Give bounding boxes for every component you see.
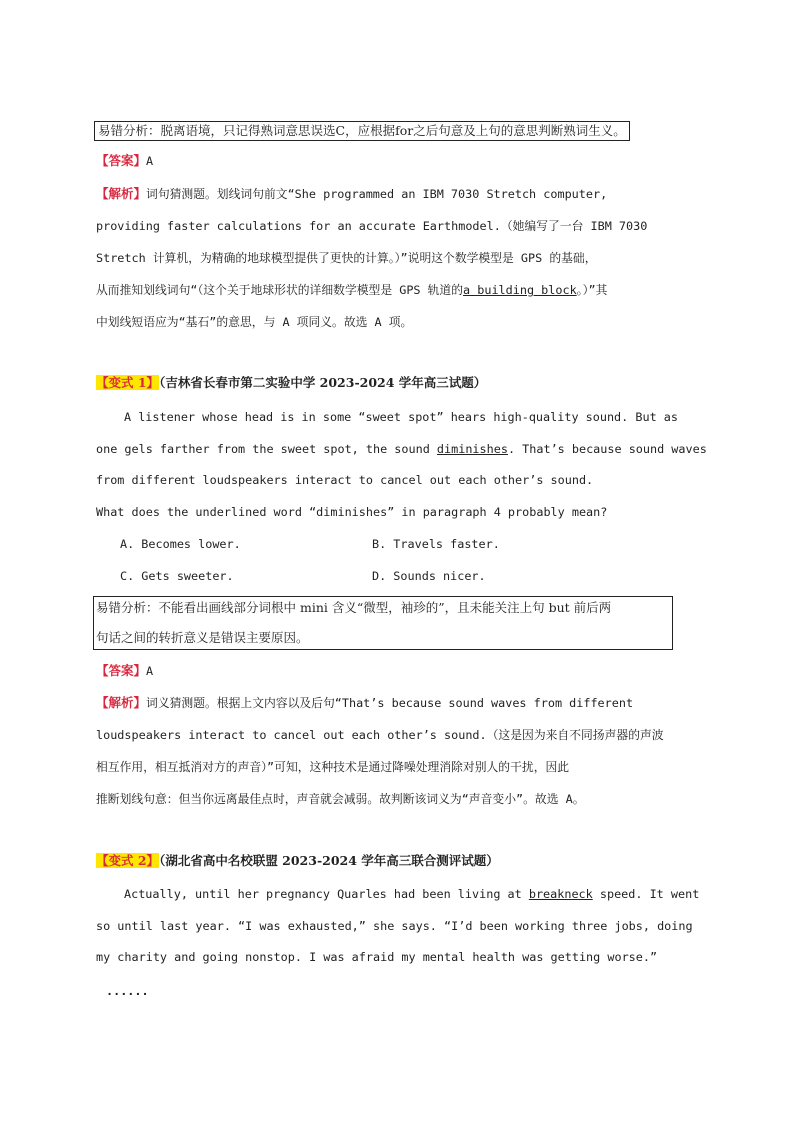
explain2-line-1 [96, 694, 633, 712]
passage-text: one gels farther from the sweet spot, the sound [96, 442, 437, 456]
explain-text: 。）”其 [576, 283, 608, 297]
variant-tag: 【变式 1】 [96, 375, 160, 390]
passage-text: . That’s because sound waves [507, 442, 707, 456]
variant-1-heading [96, 374, 486, 392]
explain2-line-2: loudspeakers interact to cancel out each other’s sound.（这是因为来自不同扬声器的声波 [96, 728, 664, 742]
answer-label: 【答案】 [96, 153, 147, 168]
option-c: C. Gets sweeter. [120, 569, 234, 583]
ellipsis: ...... [106, 984, 149, 998]
explain-text: 从而推知划线词句“（这个关于地球形状的详细数学模型是 GPS 轨道的 [96, 283, 464, 297]
explain-label: 【解析】 [96, 695, 147, 710]
error-analysis-box: 易错分析：脱离语境，只记得熟词意思误选C，应根据for之后句意及上句的意思判断熟词生义。 [94, 121, 630, 141]
answer-value: A [146, 154, 154, 168]
explain-line-3: Stretch 计算机，为精确的地球模型提供了更快的计算。）”说明这个数学模型是 GPS 的基础， [96, 251, 597, 265]
explain-label: 【解析】 [96, 186, 147, 201]
explain2-line-3: 相互作用，相互抵消对方的声音）”可知，这种技术是通过降噪处理消除对别人的干扰，因此 [96, 760, 570, 774]
variant-tag: 【变式 2】 [96, 853, 160, 868]
underlined-word: diminishes [436, 442, 508, 456]
variant-source: （湖北省高中名校联盟 2023-2024 学年高三联合测评试题） [159, 853, 499, 868]
option-a: A. Becomes lower. [120, 537, 241, 551]
passage2-line-3: my charity and going nonstop. I was afraid my mental health was getting worse.” [96, 950, 658, 964]
analysis-line-1: 易错分析：不能看出画线部分词根中 mini 含义“微型，袖珍的”，且未能关注上句 but 前后两 [96, 600, 612, 615]
explain-text: 词句猜测题。划线词句前文“She programmed an IBM 7030 Stretch computer, [146, 187, 608, 201]
answer-value: A [146, 664, 154, 678]
option-d: D. Sounds nicer. [372, 569, 486, 583]
variant-source: （吉林省长春市第二实验中学 2023-2024 学年高三试题） [159, 375, 487, 390]
explain-line-1 [96, 185, 607, 203]
passage-line-2 [96, 440, 707, 458]
answer-label: 【答案】 [96, 663, 147, 678]
answer-row [96, 152, 153, 170]
explain-line-4 [96, 281, 607, 299]
explain2-line-4: 推断划线句意：但当你远离最佳点时，声音就会减弱。故判断该词义为“声音变小”。故选 A。 [96, 792, 585, 806]
passage-text: Actually, until her pregnancy Quarles had been living at [124, 887, 529, 901]
underlined-word: breakneck [528, 887, 593, 901]
explain-text: 词义猜测题。根据上文内容以及后句“That’s because sound waves from different [146, 696, 634, 710]
analysis-line-2: 句话之间的转折意义是错误主要原因。 [96, 630, 309, 645]
passage-text: speed. It went [592, 887, 700, 901]
passage-line-1: A listener whose head is in some “sweet spot” hears high-quality sound. But as [124, 410, 678, 424]
explain-line-5: 中划线短语应为“基石”的意思，与 A 项同义。故选 A 项。 [96, 315, 413, 329]
option-b: B. Travels faster. [372, 537, 500, 551]
variant-2-heading [96, 852, 499, 870]
passage-line-3: from different loudspeakers interact to cancel out each other’s sound. [96, 473, 594, 487]
passage2-line-2: so until last year. “I was exhausted,” she says. “I’d been working three jobs, doing [96, 919, 693, 933]
explain-line-2: providing faster calculations for an accurate Earthmodel.（她编写了一台 IBM 7030 [96, 219, 648, 233]
answer-row-2 [96, 662, 153, 680]
passage2-line-1 [124, 885, 699, 903]
question-text: What does the underlined word “diminishes” in paragraph 4 probably mean? [96, 505, 608, 519]
underlined-phrase: a building block [463, 283, 577, 297]
